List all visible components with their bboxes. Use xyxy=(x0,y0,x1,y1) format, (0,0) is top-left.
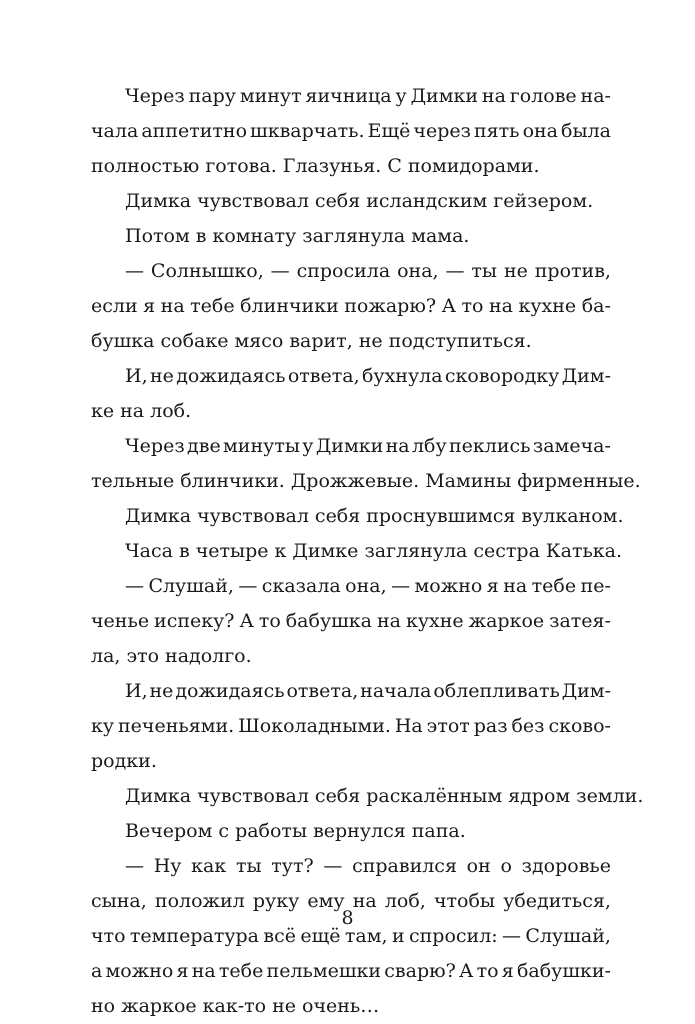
word: пеклись xyxy=(449,435,531,457)
text-line xyxy=(91,184,611,219)
word: А xyxy=(459,960,474,982)
word: дожидаясь xyxy=(175,680,285,702)
word: не xyxy=(358,330,383,352)
word: Ещё xyxy=(367,120,411,142)
word: Через xyxy=(125,85,185,107)
word: Потом xyxy=(125,225,190,247)
word: на xyxy=(160,295,185,317)
word: сына, xyxy=(91,890,147,912)
word: Часа xyxy=(125,540,173,562)
word: Слушай, xyxy=(525,925,611,947)
word: в xyxy=(178,540,190,562)
word: ку xyxy=(91,715,115,737)
word: вернулся xyxy=(313,820,406,842)
word: исландским xyxy=(366,190,488,212)
word: она, xyxy=(397,260,439,282)
word: блинчики xyxy=(240,295,339,317)
word: ба- xyxy=(581,295,611,317)
word: ещё xyxy=(300,925,341,947)
word: сварю? xyxy=(384,960,456,982)
word: готова. xyxy=(205,155,277,177)
word: полностью xyxy=(91,155,200,177)
word: тебе xyxy=(531,575,577,597)
word: Солнышко, xyxy=(150,260,264,282)
word: блинчики. xyxy=(180,470,285,492)
text-line xyxy=(91,149,611,184)
word: — xyxy=(502,925,522,947)
word: аппетитно xyxy=(141,120,248,142)
text-line xyxy=(91,289,611,324)
word: это xyxy=(126,645,160,667)
word: здоровье xyxy=(521,855,611,877)
word: пожарю? xyxy=(344,295,437,317)
word: заглянула xyxy=(302,225,406,247)
word: на xyxy=(120,400,145,422)
text-line xyxy=(91,709,611,744)
text-line xyxy=(91,954,611,989)
word: родки. xyxy=(91,750,157,772)
word: тебе xyxy=(218,960,264,982)
word: мама. xyxy=(411,225,470,247)
word: у xyxy=(302,435,314,457)
word: помидорами. xyxy=(407,155,540,177)
text-line xyxy=(91,254,611,289)
page-body xyxy=(91,79,644,1024)
word: две xyxy=(187,435,221,457)
word: он xyxy=(466,855,491,877)
word: не xyxy=(149,365,174,387)
word: сковородку xyxy=(444,365,560,387)
word: ему xyxy=(307,890,345,912)
word: без xyxy=(511,715,545,737)
word: минуты xyxy=(223,435,300,457)
word: как xyxy=(191,855,227,877)
word: я xyxy=(143,295,156,317)
text-line xyxy=(91,849,611,884)
word: Димки xyxy=(315,435,384,457)
word: к xyxy=(274,540,287,562)
word: Димка xyxy=(125,190,192,212)
text-line xyxy=(91,79,611,114)
text-line xyxy=(91,989,611,1024)
word: у xyxy=(395,85,407,107)
word: не xyxy=(503,260,528,282)
text-line xyxy=(91,429,611,464)
word: бабушки- xyxy=(516,960,611,982)
word: варит, xyxy=(289,330,353,352)
word: — xyxy=(125,855,144,877)
word: этот xyxy=(426,715,470,737)
word: на xyxy=(385,435,410,457)
word: Мамины xyxy=(425,470,512,492)
word: Через xyxy=(125,435,185,457)
word: как-то xyxy=(202,995,267,1017)
word: чала xyxy=(91,120,139,142)
word: ответа, xyxy=(286,680,359,702)
word: ке xyxy=(91,400,115,422)
word: — xyxy=(445,260,465,282)
word: яичница xyxy=(305,85,392,107)
word: кухне xyxy=(518,295,577,317)
word: голове xyxy=(509,85,577,107)
word: пельмешки xyxy=(266,960,382,982)
text-line xyxy=(91,324,611,359)
word: то xyxy=(461,295,484,317)
word: бухнула xyxy=(361,365,443,387)
text-line xyxy=(91,114,611,149)
word: можно xyxy=(414,575,483,597)
word: руку xyxy=(252,890,300,912)
word: сково- xyxy=(548,715,611,737)
word: через xyxy=(413,120,471,142)
word: четыре xyxy=(195,540,269,562)
word: жаркое xyxy=(121,995,197,1017)
word: спросил: xyxy=(408,925,498,947)
word: тут? xyxy=(271,855,314,877)
word: испеку? xyxy=(154,610,235,632)
word: Ну xyxy=(153,855,182,877)
word: замеча- xyxy=(532,435,611,457)
word: я xyxy=(176,960,189,982)
word: температура xyxy=(129,925,260,947)
word: спросила xyxy=(296,260,391,282)
word: А xyxy=(239,610,254,632)
word: Димка xyxy=(125,505,192,527)
word: проснувшимся xyxy=(366,505,516,527)
word: Димка xyxy=(125,785,192,807)
word: я xyxy=(501,960,514,982)
word: не xyxy=(149,680,174,702)
word: И, xyxy=(125,680,148,702)
word: Слушай, xyxy=(148,575,234,597)
word: против, xyxy=(534,260,611,282)
word: на xyxy=(488,295,513,317)
word: На xyxy=(394,715,423,737)
word: гейзером. xyxy=(493,190,594,212)
word: С xyxy=(387,155,402,177)
word: сказала xyxy=(261,575,341,597)
word: бушка xyxy=(91,330,155,352)
word: чувствовал xyxy=(197,785,309,807)
word: — xyxy=(125,260,144,282)
word: подступиться. xyxy=(388,330,532,352)
word: пять xyxy=(474,120,520,142)
word: Димки xyxy=(410,85,479,107)
word: была xyxy=(561,120,611,142)
text-line xyxy=(91,464,641,499)
word: — xyxy=(125,575,144,597)
word: можно xyxy=(105,960,174,982)
word: вулканом. xyxy=(521,505,624,527)
word: ченье xyxy=(91,610,150,632)
word: мясо xyxy=(234,330,284,352)
word: Шоколадными. xyxy=(238,715,391,737)
word: начала xyxy=(360,680,432,702)
word: Вечером xyxy=(125,820,213,842)
word: чувствовал xyxy=(197,190,309,212)
word: лоб. xyxy=(150,400,192,422)
word: дожидаясь xyxy=(176,365,286,387)
text-line xyxy=(91,394,611,429)
word: лбу xyxy=(411,435,447,457)
word: то xyxy=(258,610,281,632)
word: Дрожжевые. xyxy=(290,470,420,492)
word: на xyxy=(376,610,401,632)
page-number: 8 xyxy=(341,907,354,929)
word: на xyxy=(503,575,528,597)
word: облепливать xyxy=(433,680,560,702)
word: о xyxy=(500,855,512,877)
word: себя xyxy=(314,505,361,527)
word: — xyxy=(238,575,258,597)
text-line xyxy=(91,814,611,849)
word: земли. xyxy=(576,785,644,807)
text-line xyxy=(91,604,611,639)
word: печеньями. xyxy=(117,715,235,737)
word: фирменные. xyxy=(517,470,641,492)
word: папа. xyxy=(411,820,466,842)
word: с xyxy=(218,820,230,842)
word: раз xyxy=(473,715,508,737)
word: на- xyxy=(580,85,611,107)
word: Дим- xyxy=(561,680,611,702)
word: бабушка xyxy=(285,610,372,632)
word: тельные xyxy=(91,470,175,492)
word: кухне xyxy=(405,610,464,632)
word: шкварчать. xyxy=(250,120,365,142)
word: жаркое xyxy=(468,610,545,632)
word: Глазунья. xyxy=(282,155,382,177)
text-line xyxy=(91,359,611,394)
word: чувствовал xyxy=(197,505,309,527)
word: на xyxy=(191,960,216,982)
text-line xyxy=(91,569,611,604)
text-line xyxy=(91,534,623,569)
word: тебе xyxy=(190,295,235,317)
text-line xyxy=(91,639,611,674)
word: работы xyxy=(235,820,308,842)
word: а xyxy=(91,960,103,982)
word: очень… xyxy=(302,995,380,1017)
word: она, xyxy=(345,575,387,597)
word: если xyxy=(91,295,138,317)
word: но xyxy=(91,995,116,1017)
word: положил xyxy=(154,890,245,912)
word: — xyxy=(391,575,411,597)
word: ты xyxy=(235,855,262,877)
word: ответа, xyxy=(287,365,360,387)
word: пе- xyxy=(580,575,611,597)
word: затея- xyxy=(549,610,611,632)
word: Димке xyxy=(292,540,359,562)
word: на xyxy=(352,890,377,912)
text-line xyxy=(91,499,624,534)
word: заглянула xyxy=(364,540,468,562)
word: минут xyxy=(239,85,302,107)
word: раскалённым xyxy=(366,785,503,807)
word: пару xyxy=(188,85,236,107)
word: в xyxy=(195,225,207,247)
word: ты xyxy=(471,260,498,282)
word: она xyxy=(522,120,558,142)
word: ла, xyxy=(91,645,121,667)
word: и xyxy=(391,925,405,947)
word: справился xyxy=(352,855,457,877)
word: на xyxy=(481,85,506,107)
word: сестра xyxy=(473,540,540,562)
text-line xyxy=(91,674,611,709)
word: то xyxy=(476,960,499,982)
word: ядром xyxy=(508,785,571,807)
word: что xyxy=(91,925,126,947)
word: комнату xyxy=(212,225,297,247)
word: не xyxy=(272,995,297,1017)
word: себя xyxy=(314,190,361,212)
word: всё xyxy=(263,925,296,947)
word: убедиться, xyxy=(503,890,611,912)
text-line xyxy=(91,744,611,779)
word: Дим- xyxy=(561,365,611,387)
word: И, xyxy=(125,365,148,387)
text-line xyxy=(91,779,644,814)
word: лоб, xyxy=(384,890,426,912)
word: там, xyxy=(344,925,388,947)
word: чтобы xyxy=(433,890,496,912)
word: Катька. xyxy=(545,540,623,562)
word: я xyxy=(486,575,499,597)
word: А xyxy=(441,295,456,317)
word: — xyxy=(270,260,290,282)
word: себя xyxy=(314,785,361,807)
word: надолго. xyxy=(165,645,252,667)
word: собаке xyxy=(160,330,229,352)
text-line xyxy=(91,219,611,254)
word: — xyxy=(323,855,343,877)
